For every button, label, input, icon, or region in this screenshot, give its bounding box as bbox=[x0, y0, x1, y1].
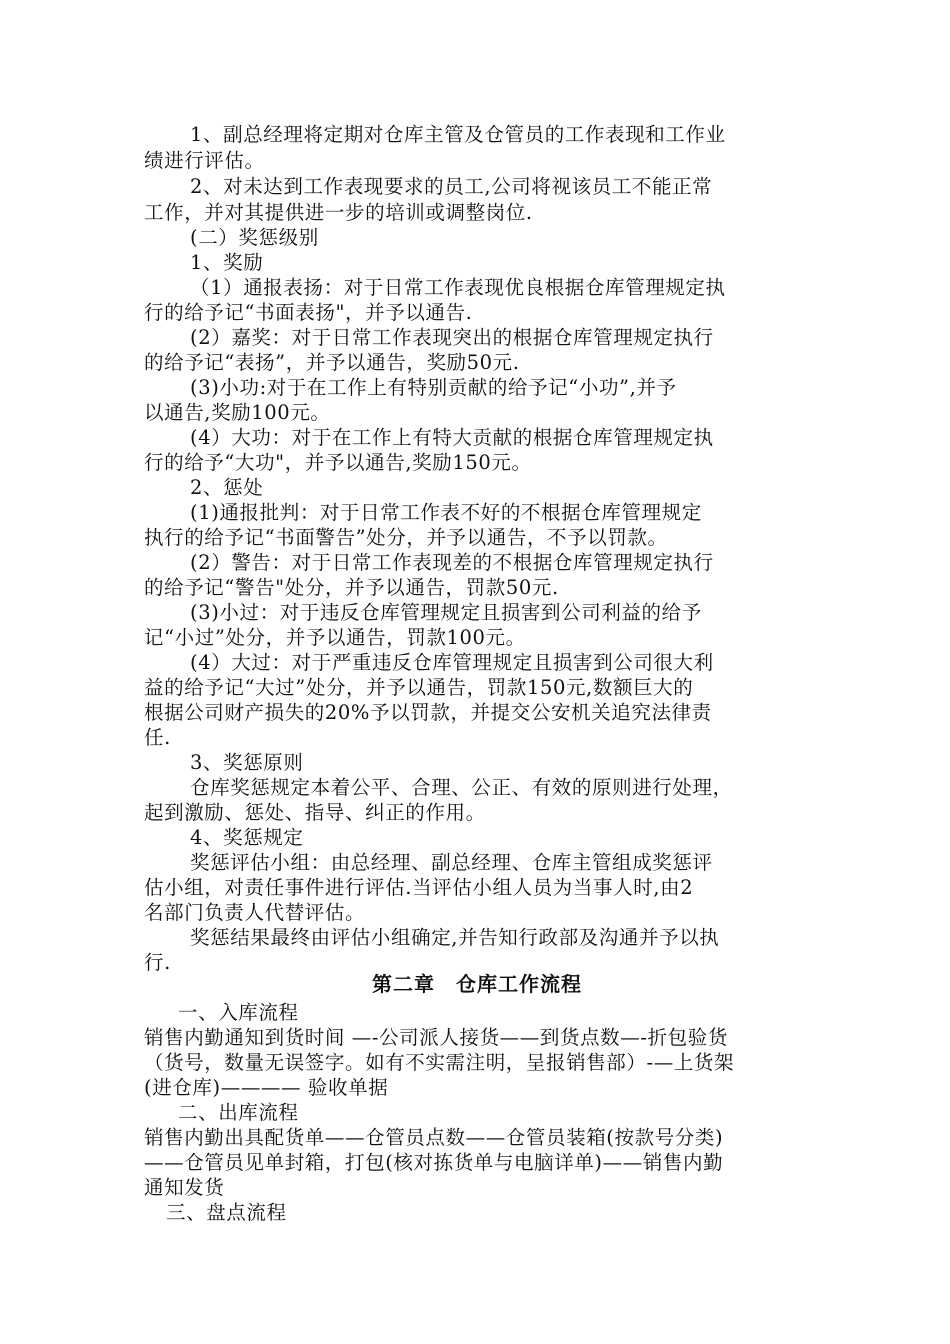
paragraph-line: 的给予记“表扬”，并予以通告，奖励50元. bbox=[144, 351, 520, 374]
paragraph-line: 执行的给予记“书面警告”处分，并予以通告，不予以罚款。 bbox=[144, 526, 668, 549]
paragraph-line: 奖惩结果最终由评估小组确定,并告知行政部及沟通并予以执 bbox=[190, 926, 720, 949]
paragraph-line: (2）警告：对于日常工作表现差的不根据仓库管理规定执行 bbox=[190, 551, 714, 574]
paragraph-line: 记“小过”处分，并予以通告，罚款100元。 bbox=[144, 626, 526, 649]
paragraph-line: 以通告,奖励100元。 bbox=[144, 401, 331, 424]
paragraph-line: 2、对未达到工作表现要求的员工,公司将视该员工不能正常 bbox=[190, 175, 713, 198]
flow-line: 销售内勤通知到货时间 —-公司派人接货——到货点数—-折包验货 bbox=[144, 1026, 728, 1049]
paragraph-line: 1、副总经理将定期对仓库主管及仓管员的工作表现和工作业 bbox=[190, 123, 726, 146]
paragraph-line: 仓库奖惩规定本着公平、合理、公正、有效的原则进行处理， bbox=[190, 776, 733, 799]
paragraph-line: 行. bbox=[144, 951, 171, 974]
paragraph-line: 益的给予记“大过”处分，并予以通告，罚款150元,数额巨大的 bbox=[144, 676, 694, 699]
subsection-heading: 1、奖励 bbox=[190, 251, 264, 274]
flow-line: ——仓管员见单封箱，打包(核对拣货单与电脑详单)——销售内勤 bbox=[144, 1151, 724, 1174]
paragraph-line: (3)小功:对于在工作上有特别贡献的给予记“小功”,并予 bbox=[190, 376, 677, 399]
paragraph-line: 估小组，对责任事件进行评估.当评估小组人员为当事人时,由2 bbox=[144, 876, 694, 899]
paragraph-line: (2）嘉奖：对于日常工作表现突出的根据仓库管理规定执行 bbox=[190, 326, 714, 349]
flow-line: (进仓库)———— 验收单据 bbox=[144, 1076, 389, 1099]
section-heading: 二、出库流程 bbox=[178, 1101, 299, 1124]
paragraph-line: 名部门负责人代替评估。 bbox=[144, 901, 366, 924]
paragraph-line: 行的给予记“书面表扬"，并予以通告. bbox=[144, 301, 473, 324]
paragraph-line: 工作，并对其提供进一步的培训或调整岗位. bbox=[144, 201, 533, 224]
paragraph-line: 奖惩评估小组：由总经理、副总经理、仓库主管组成奖惩评 bbox=[190, 851, 713, 874]
paragraph-line: (1)通报批判：对于日常工作表不好的不根据仓库管理规定 bbox=[190, 501, 702, 524]
flow-line: 销售内勤出具配货单——仓管员点数——仓管员装箱(按款号分类) bbox=[144, 1126, 724, 1149]
subsection-heading: 4、奖惩规定 bbox=[190, 826, 304, 849]
flow-line: （货号，数量无误签字。如有不实需注明，呈报销售部）-—上货架 bbox=[144, 1051, 735, 1074]
paragraph-line: 起到激励、惩处、指导、纠正的作用。 bbox=[144, 801, 486, 824]
section-heading: (二）奖惩级别 bbox=[190, 226, 319, 249]
section-heading: 一、入库流程 bbox=[178, 1001, 299, 1024]
paragraph-line: (4）大过：对于严重违反仓库管理规定且损害到公司很大利 bbox=[190, 651, 714, 674]
subsection-heading: 2、惩处 bbox=[190, 476, 264, 499]
paragraph-line: (4）大功：对于在工作上有特大贡献的根据仓库管理规定执 bbox=[190, 426, 714, 449]
paragraph-line: (3)小过：对于违反仓库管理规定且损害到公司利益的给予 bbox=[190, 601, 702, 624]
section-heading: 三、盘点流程 bbox=[166, 1201, 287, 1224]
paragraph-line: 行的给予“大功"，并予以通告,奖励150元。 bbox=[144, 451, 532, 474]
subsection-heading: 3、奖惩原则 bbox=[190, 751, 304, 774]
chapter-title: 第二章 仓库工作流程 bbox=[372, 972, 582, 996]
paragraph-line: 根据公司财产损失的20%予以罚款，并提交公安机关追究法律责 bbox=[144, 701, 712, 724]
paragraph-line: （1）通报表扬：对于日常工作表现优良根据仓库管理规定执 bbox=[190, 276, 726, 299]
paragraph-line: 绩进行评估。 bbox=[144, 149, 265, 172]
flow-line: 通知发货 bbox=[144, 1176, 225, 1199]
paragraph-line: 任. bbox=[144, 726, 171, 749]
paragraph-line: 的给予记“警告"处分，并予以通告，罚款50元. bbox=[144, 576, 559, 599]
